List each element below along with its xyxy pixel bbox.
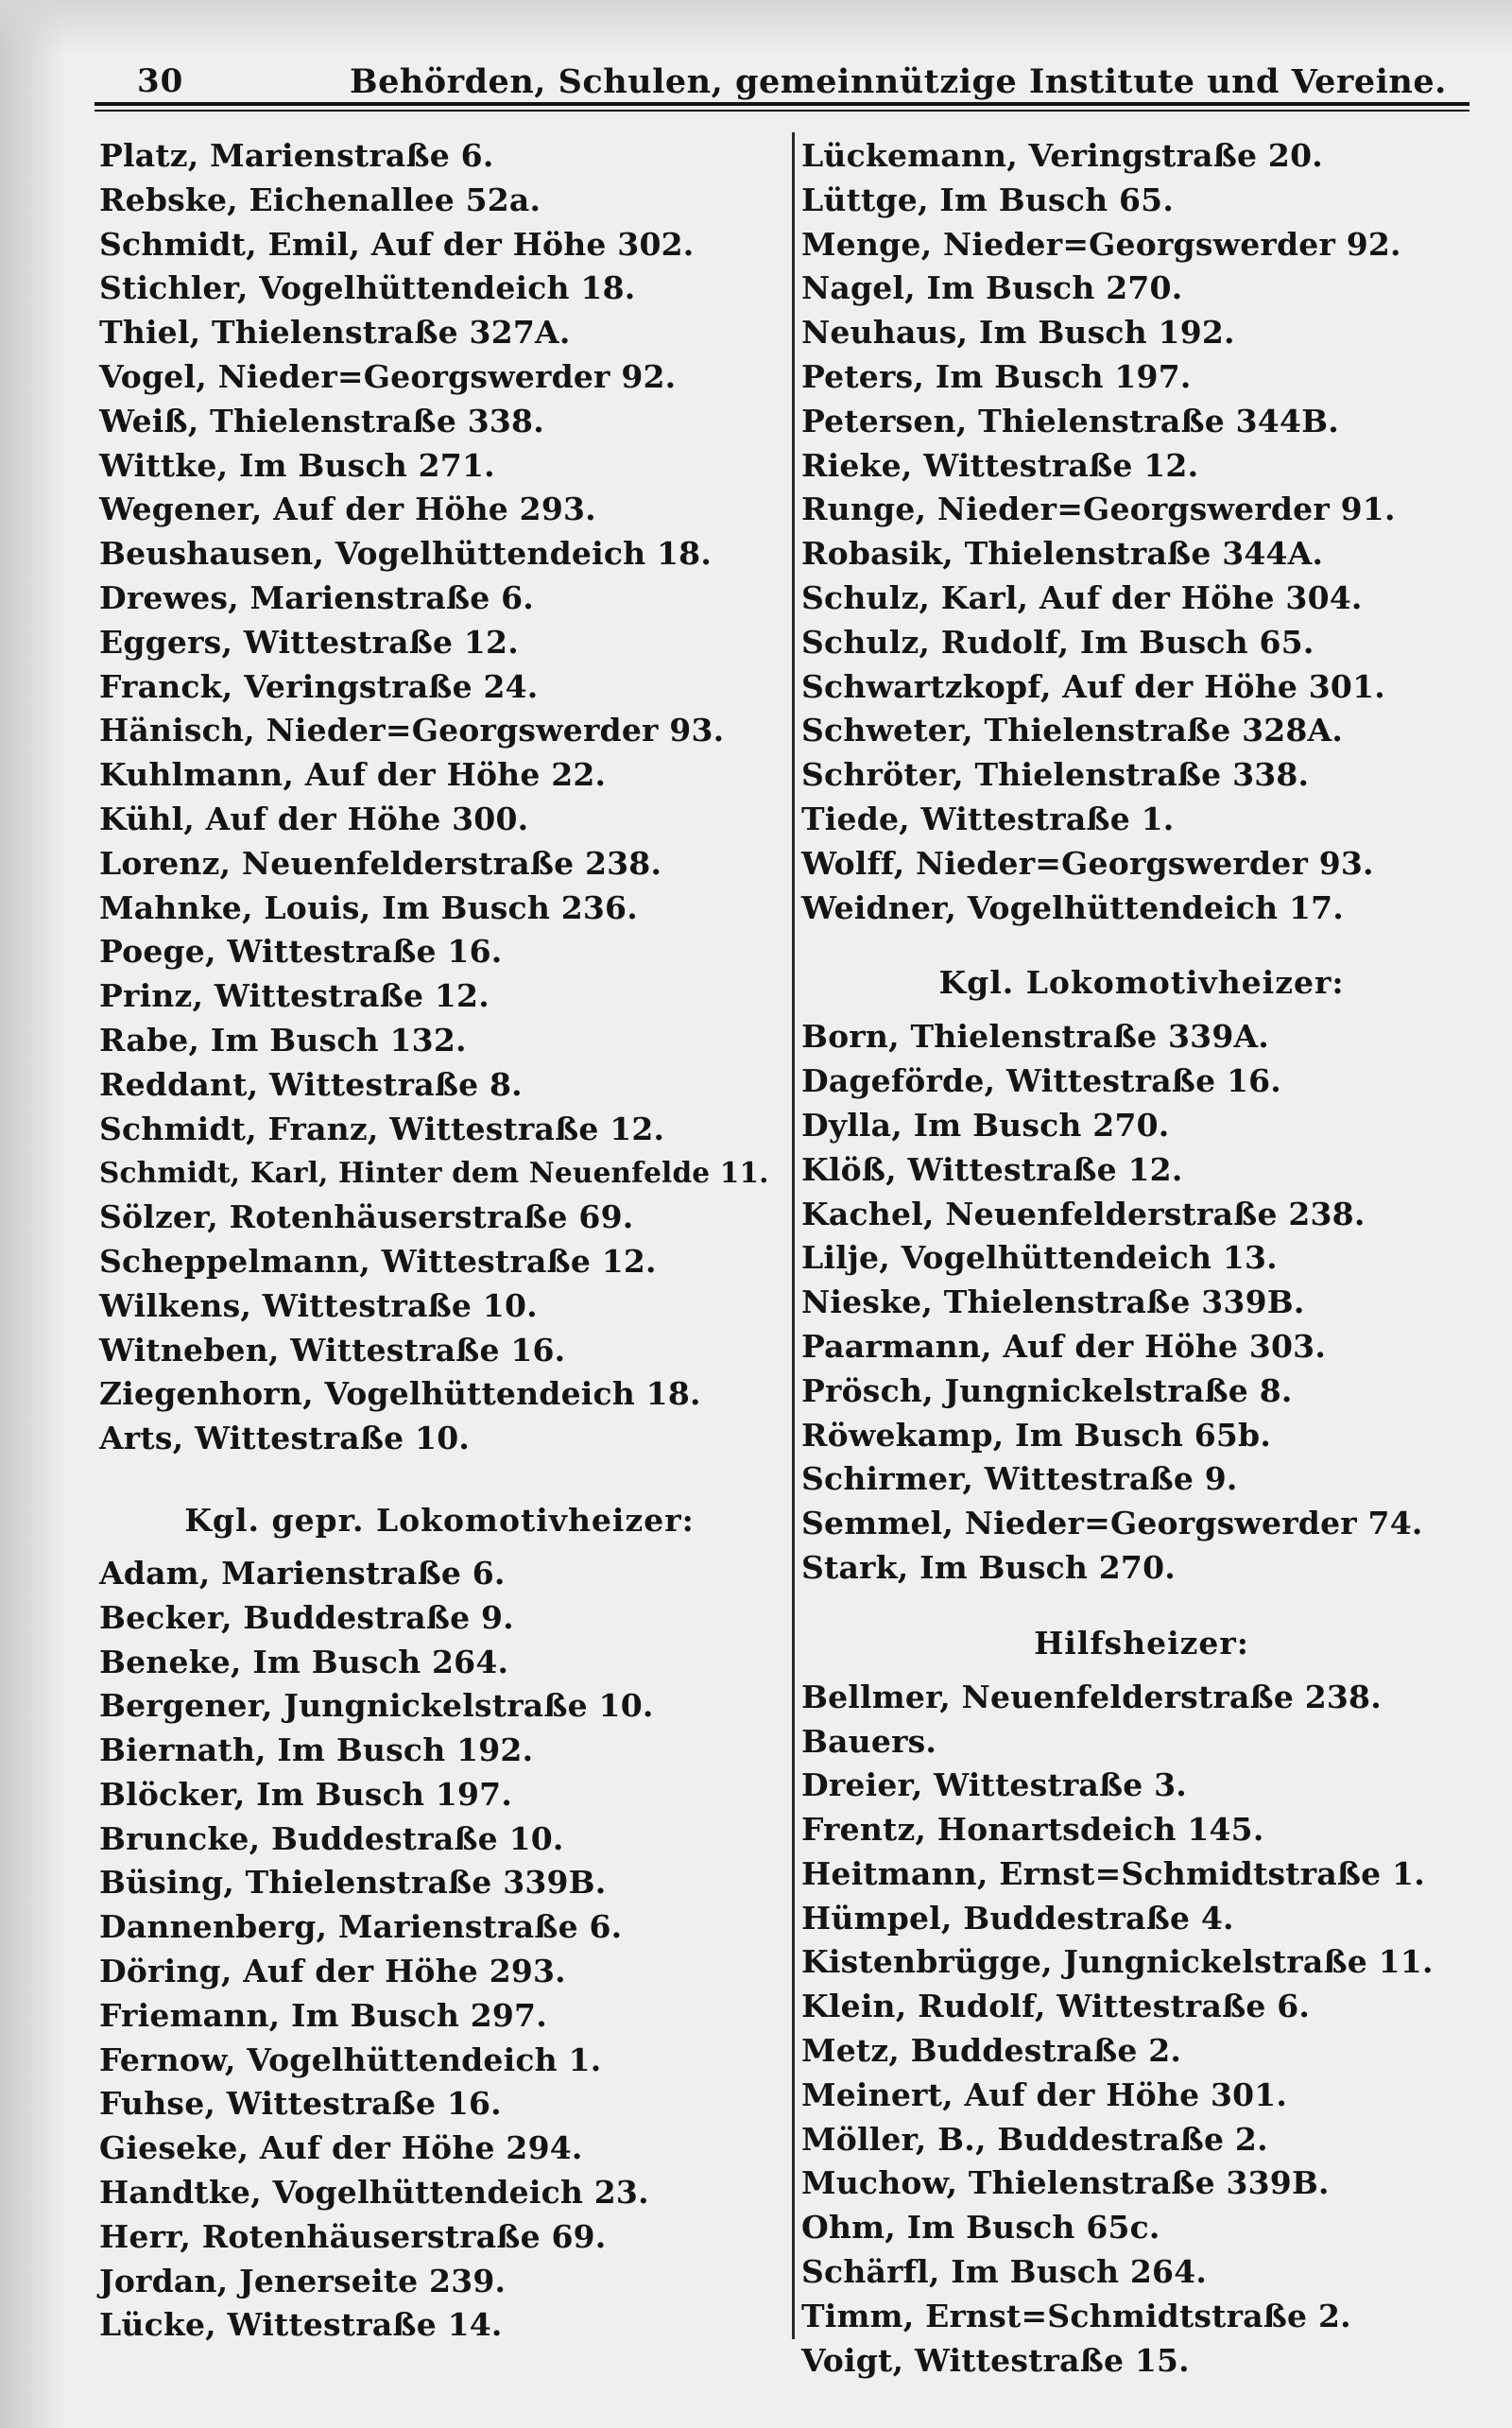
page-number: 30	[137, 62, 184, 100]
list-item: Ziegenhorn, Vogelhüttendeich 18.	[99, 1375, 701, 1413]
list-item: Eggers, Wittestraße 12.	[99, 623, 519, 661]
list-item: Muchow, Thielenstraße 339B.	[801, 2164, 1330, 2202]
list-item: Schröter, Thielenstraße 338.	[801, 756, 1310, 794]
list-item: Röwekamp, Im Busch 65b.	[801, 1416, 1272, 1454]
right-entries-top	[801, 134, 1482, 930]
left-entries-top	[99, 134, 780, 1461]
page-top-shade	[0, 0, 1512, 57]
list-item: Neuhaus, Im Busch 192.	[801, 314, 1235, 352]
list-item: Fernow, Vogelhüttendeich 1.	[99, 2041, 602, 2078]
list-item: Schärfl, Im Busch 264.	[801, 2253, 1208, 2291]
list-item: Meinert, Auf der Höhe 301.	[801, 2075, 1288, 2113]
list-item: Nieske, Thielenstraße 339B.	[801, 1283, 1305, 1321]
section-heading-kgl-lokomotivheizer: Kgl. Lokomotivheizer:	[938, 964, 1345, 1002]
page-header	[94, 59, 1469, 106]
list-item: Schulz, Rudolf, Im Busch 65.	[801, 623, 1314, 661]
list-item: Bergener, Jungnickelstraße 10.	[99, 1687, 654, 1725]
list-item: Thiel, Thielenstraße 327A.	[99, 314, 571, 352]
list-item: Prinz, Wittestraße 12.	[99, 977, 490, 1015]
header-rule-thin	[94, 110, 1469, 112]
list-item: Dageförde, Wittestraße 16.	[801, 1062, 1281, 1100]
list-item: Dylla, Im Busch 270.	[801, 1106, 1170, 1144]
list-item: Möller, B., Buddestraße 2.	[801, 2120, 1268, 2158]
list-item: Reddant, Wittestraße 8.	[99, 1065, 523, 1103]
list-item: Lüttge, Im Busch 65.	[801, 181, 1175, 218]
list-item: Biernath, Im Busch 192.	[99, 1731, 534, 1769]
list-item: Voigt, Wittestraße 15.	[801, 2341, 1190, 2379]
list-item: Schirmer, Wittestraße 9.	[801, 1460, 1238, 1498]
list-item: Fuhse, Wittestraße 16.	[99, 2085, 502, 2123]
list-item: Schmidt, Franz, Wittestraße 12.	[99, 1110, 665, 1147]
list-item: Wittke, Im Busch 271.	[99, 446, 495, 484]
right-entries-section-2	[801, 1676, 1482, 2384]
list-item: Hümpel, Buddestraße 4.	[801, 1899, 1234, 1937]
running-head: Behörden, Schulen, gemeinnützige Institute und Vereine.	[350, 62, 1447, 101]
list-item: Born, Thielenstraße 339A.	[801, 1018, 1269, 1056]
list-item: Stark, Im Busch 270.	[801, 1548, 1176, 1586]
list-item: Frentz, Honartsdeich 145.	[801, 1811, 1264, 1849]
list-item: Tiede, Wittestraße 1.	[801, 800, 1175, 837]
list-item: Büsing, Thielenstraße 339B.	[99, 1864, 607, 1902]
list-item: Runge, Nieder=Georgswerder 91.	[801, 491, 1396, 528]
list-item: Semmel, Nieder=Georgswerder 74.	[801, 1505, 1423, 1542]
list-item: Arts, Wittestraße 10.	[99, 1420, 471, 1457]
list-item: Hänisch, Nieder=Georgswerder 93.	[99, 712, 725, 749]
list-item: Schulz, Karl, Auf der Höhe 304.	[801, 578, 1363, 616]
list-item: Sölzer, Rotenhäuserstraße 69.	[99, 1198, 634, 1236]
list-item: Bauers.	[801, 1722, 937, 1760]
list-item: Blöcker, Im Busch 197.	[99, 1775, 513, 1813]
list-item: Scheppelmann, Wittestraße 12.	[99, 1242, 657, 1280]
list-item: Timm, Ernst=Schmidtstraße 2.	[801, 2297, 1351, 2334]
list-item: Weiß, Thielenstraße 338.	[99, 402, 544, 439]
list-item: Beneke, Im Busch 264.	[99, 1643, 509, 1680]
list-item: Menge, Nieder=Georgswerder 92.	[801, 225, 1401, 263]
list-item: Friemann, Im Busch 297.	[99, 1996, 547, 2034]
right-column	[801, 134, 1482, 2383]
list-item: Robasik, Thielenstraße 344A.	[801, 535, 1324, 573]
list-item: Lücke, Wittestraße 14.	[99, 2306, 503, 2344]
list-item: Dreier, Wittestraße 3.	[801, 1766, 1187, 1804]
list-item: Jordan, Jenerseite 239.	[99, 2262, 507, 2299]
list-item: Schmidt, Emil, Auf der Höhe 302.	[99, 225, 695, 263]
list-item: Lilje, Vogelhüttendeich 13.	[801, 1239, 1278, 1277]
list-item: Petersen, Thielenstraße 344B.	[801, 402, 1339, 439]
list-item: Gieseke, Auf der Höhe 294.	[99, 2129, 583, 2167]
list-item: Metz, Buddestraße 2.	[801, 2032, 1182, 2070]
column-divider	[792, 132, 795, 2339]
list-item: Drewes, Marienstraße 6.	[99, 578, 534, 616]
list-item: Handtke, Vogelhüttendeich 23.	[99, 2174, 649, 2212]
section-heading-hilfsheizer: Hilfsheizer:	[1034, 1624, 1249, 1662]
list-item: Adam, Marienstraße 6.	[99, 1554, 506, 1592]
list-item: Weidner, Vogelhüttendeich 17.	[801, 888, 1344, 926]
list-item: Rieke, Wittestraße 12.	[801, 446, 1199, 484]
list-item: Schweter, Thielenstraße 328A.	[801, 712, 1344, 749]
list-item: Wegener, Auf der Höhe 293.	[99, 491, 596, 528]
list-item: Beushausen, Vogelhüttendeich 18.	[99, 535, 713, 573]
section-heading-kgl-gepr-lokomotivheizer: Kgl. gepr. Lokomotivheizer:	[184, 1501, 695, 1539]
list-item: Prösch, Jungnickelstraße 8.	[801, 1371, 1293, 1409]
list-item: Kachel, Neuenfelderstraße 238.	[801, 1195, 1366, 1232]
left-column	[99, 134, 780, 2348]
list-item: Bellmer, Neuenfelderstraße 238.	[801, 1678, 1382, 1715]
left-entries-section	[99, 1552, 780, 2348]
list-item: Lorenz, Neuenfelderstraße 238.	[99, 844, 662, 882]
list-item: Döring, Auf der Höhe 293.	[99, 1953, 566, 1990]
list-item: Witneben, Wittestraße 16.	[99, 1331, 566, 1369]
list-item: Dannenberg, Marienstraße 6.	[99, 1908, 623, 1946]
header-rule-thick	[94, 102, 1469, 106]
list-item: Klöß, Wittestraße 12.	[801, 1150, 1183, 1188]
list-item: Peters, Im Busch 197.	[801, 357, 1192, 395]
list-item: Mahnke, Louis, Im Busch 236.	[99, 888, 638, 926]
list-item: Schmidt, Karl, Hinter dem Neuenfelde 11.	[99, 1156, 769, 1190]
list-item: Kühl, Auf der Höhe 300.	[99, 800, 529, 837]
list-item: Vogel, Nieder=Georgswerder 92.	[99, 357, 677, 395]
list-item: Klein, Rudolf, Wittestraße 6.	[801, 1988, 1311, 2025]
list-item: Kuhlmann, Auf der Höhe 22.	[99, 756, 607, 794]
list-item: Paarmann, Auf der Höhe 303.	[801, 1327, 1327, 1365]
list-item: Wolff, Nieder=Georgswerder 93.	[801, 844, 1374, 882]
list-item: Heitmann, Ernst=Schmidtstraße 1.	[801, 1854, 1425, 1892]
page-edge-shadow	[0, 0, 66, 2428]
list-item: Rebske, Eichenallee 52a.	[99, 181, 541, 218]
list-item: Rabe, Im Busch 132.	[99, 1021, 467, 1059]
list-item: Becker, Buddestraße 9.	[99, 1598, 514, 1636]
list-item: Schwartzkopf, Auf der Höhe 301.	[801, 667, 1385, 705]
list-item: Kistenbrügge, Jungnickelstraße 11.	[801, 1943, 1434, 1981]
list-item: Stichler, Vogelhüttendeich 18.	[99, 269, 636, 307]
list-item: Franck, Veringstraße 24.	[99, 667, 539, 705]
list-item: Platz, Marienstraße 6.	[99, 137, 494, 174]
list-item: Bruncke, Buddestraße 10.	[99, 1819, 564, 1857]
list-item: Lückemann, Veringstraße 20.	[801, 137, 1323, 174]
list-item: Poege, Wittestraße 16.	[99, 933, 503, 971]
list-item: Nagel, Im Busch 270.	[801, 269, 1183, 307]
list-item: Herr, Rotenhäuserstraße 69.	[99, 2217, 607, 2255]
list-item: Wilkens, Wittestraße 10.	[99, 1286, 538, 1324]
right-entries-section-1	[801, 1015, 1482, 1590]
list-item: Ohm, Im Busch 65c.	[801, 2209, 1160, 2247]
